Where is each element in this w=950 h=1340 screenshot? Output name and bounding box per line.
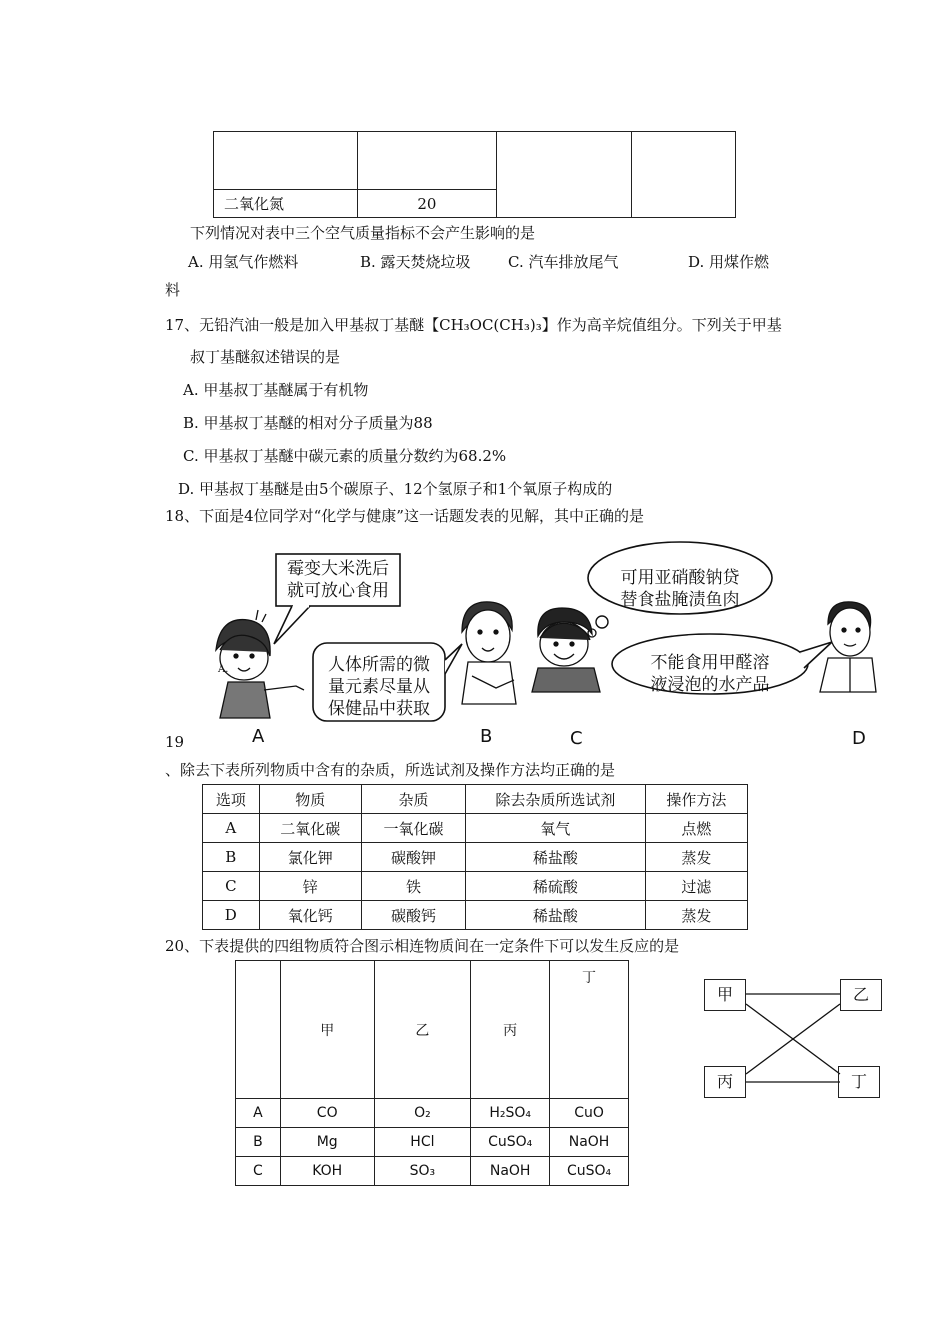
table-header: 物质 bbox=[259, 785, 361, 814]
q16-stem: 下列情况对表中三个空气质量指标不会产生影响的是 bbox=[190, 224, 536, 242]
table-cell bbox=[631, 132, 735, 218]
table-header: 操作方法 bbox=[645, 785, 747, 814]
table-header-row bbox=[203, 785, 748, 814]
table-cell: D bbox=[203, 901, 260, 930]
table-cell: 点燃 bbox=[645, 814, 747, 843]
table-cell: CuSO₄ bbox=[550, 1157, 629, 1186]
bubble-c-text: 可用亚硝酸钠贷 替食盐腌渍鱼肉 bbox=[620, 568, 740, 610]
bubble-b-text: 人体所需的微 量元素尽量从 保健品中获取 bbox=[328, 655, 430, 719]
q19-table bbox=[202, 784, 748, 930]
diagram-box-ding: 丁 bbox=[838, 1066, 880, 1098]
table-header bbox=[236, 961, 281, 1099]
table-cell: 稀盐酸 bbox=[466, 901, 646, 930]
diagram-box-jia: 甲 bbox=[704, 979, 746, 1011]
diagram-box-yi: 乙 bbox=[840, 979, 882, 1011]
table-cell: 氯化钾 bbox=[259, 843, 361, 872]
table-cell: 稀硫酸 bbox=[466, 872, 646, 901]
table-cell: 铁 bbox=[361, 872, 465, 901]
table-cell: H₂SO₄ bbox=[471, 1099, 550, 1128]
q18-stem: 18、下面是4位同学对“化学与健康”这一话题发表的见解，其中正确的是 bbox=[165, 507, 644, 525]
table-cell: C bbox=[203, 872, 260, 901]
table-cell: CO bbox=[280, 1099, 374, 1128]
q17-stem-line1: 17、无铅汽油一般是加入甲基叔丁基醚【CH₃OC(CH₃)₃】作为高辛烷值组分。下列关于甲基 bbox=[165, 316, 782, 334]
table-cell: A bbox=[236, 1099, 281, 1128]
table-cell: 氧气 bbox=[466, 814, 646, 843]
table-cell: 碳酸钾 bbox=[361, 843, 465, 872]
table-cell: HCl bbox=[374, 1128, 471, 1157]
table-header: 除去杂质所选试剂 bbox=[466, 785, 646, 814]
label-c: C bbox=[570, 728, 583, 749]
table-header-row bbox=[236, 961, 629, 1099]
table-row bbox=[203, 872, 748, 901]
q16-option-d: D. 用煤作燃 bbox=[688, 253, 770, 271]
q16-option-d-wrap: 料 bbox=[165, 281, 181, 299]
table-cell bbox=[214, 132, 358, 190]
table-cell: 二氧化碳 bbox=[259, 814, 361, 843]
q16-air-quality-table bbox=[213, 131, 736, 218]
bubble-d-text: 不能食用甲醛溶 液浸泡的水产品 bbox=[650, 653, 770, 695]
q20-stem: 20、下表提供的四组物质符合图示相连物质间在一定条件下可以发生反应的是 bbox=[165, 937, 680, 955]
q17-option-b: B. 甲基叔丁基醚的相对分子质量为88 bbox=[183, 414, 433, 432]
table-cell: 锌 bbox=[259, 872, 361, 901]
diagram-box-bing: 丙 bbox=[704, 1066, 746, 1098]
table-row bbox=[236, 1157, 629, 1186]
table-cell: KOH bbox=[280, 1157, 374, 1186]
student-d-figure bbox=[820, 602, 876, 692]
table-cell: SO₃ bbox=[374, 1157, 471, 1186]
student-a-small-label: A. bbox=[218, 664, 229, 675]
label-b: B bbox=[480, 726, 493, 747]
q19-number: 19 bbox=[165, 733, 185, 751]
table-header: 丙 bbox=[471, 961, 550, 1099]
table-cell: 稀盐酸 bbox=[466, 843, 646, 872]
table-cell: 蒸发 bbox=[645, 843, 747, 872]
table-cell: B bbox=[236, 1128, 281, 1157]
table-cell: C bbox=[236, 1157, 281, 1186]
q16-option-c: C. 汽车排放尾气 bbox=[508, 253, 619, 271]
table-cell: 20 bbox=[358, 190, 496, 218]
table-cell: O₂ bbox=[374, 1099, 471, 1128]
q17-option-d: D. 甲基叔丁基醚是由5个碳原子、12个氢原子和1个氧原子构成的 bbox=[178, 480, 613, 498]
table-cell: 氧化钙 bbox=[259, 901, 361, 930]
table-cell: A bbox=[203, 814, 260, 843]
table-row bbox=[203, 814, 748, 843]
table-row bbox=[203, 901, 748, 930]
table-cell: B bbox=[203, 843, 260, 872]
q17-option-c: C. 甲基叔丁基醚中碳元素的质量分数约为68.2% bbox=[183, 447, 507, 465]
table-cell bbox=[496, 132, 631, 218]
q20-table bbox=[235, 960, 629, 1186]
table-cell: 过滤 bbox=[645, 872, 747, 901]
bubble-a-text: 霉变大米洗后 就可放心食用 bbox=[287, 559, 389, 601]
table-row bbox=[203, 843, 748, 872]
q17-stem-line2: 叔丁基醚叙述错误的是 bbox=[190, 348, 341, 366]
q19-stem: 、除去下表所列物质中含有的杂质，所选试剂及操作方法均正确的是 bbox=[165, 761, 616, 779]
table-header: 甲 bbox=[280, 961, 374, 1099]
table-cell: Mg bbox=[280, 1128, 374, 1157]
q16-option-a: A. 用氢气作燃料 bbox=[188, 253, 299, 271]
table-header: 乙 bbox=[374, 961, 471, 1099]
table-cell: CuO bbox=[550, 1099, 629, 1128]
table-row bbox=[236, 1128, 629, 1157]
table-cell: NaOH bbox=[471, 1157, 550, 1186]
label-a: A bbox=[252, 726, 265, 747]
table-cell: 碳酸钙 bbox=[361, 901, 465, 930]
table-cell: 蒸发 bbox=[645, 901, 747, 930]
student-c-figure bbox=[532, 608, 600, 692]
table-header: 丁 bbox=[550, 961, 629, 1099]
table-header: 选项 bbox=[203, 785, 260, 814]
table-cell: 一氧化碳 bbox=[361, 814, 465, 843]
table-cell bbox=[358, 132, 496, 190]
table-cell: CuSO₄ bbox=[471, 1128, 550, 1157]
table-cell: 二氧化氮 bbox=[214, 190, 358, 218]
q16-option-b: B. 露天焚烧垃圾 bbox=[360, 253, 471, 271]
table-header: 杂质 bbox=[361, 785, 465, 814]
table-row bbox=[236, 1099, 629, 1128]
table-cell: NaOH bbox=[550, 1128, 629, 1157]
q17-option-a: A. 甲基叔丁基醚属于有机物 bbox=[183, 381, 369, 399]
label-d: D bbox=[852, 728, 866, 749]
student-b-figure bbox=[462, 602, 516, 704]
